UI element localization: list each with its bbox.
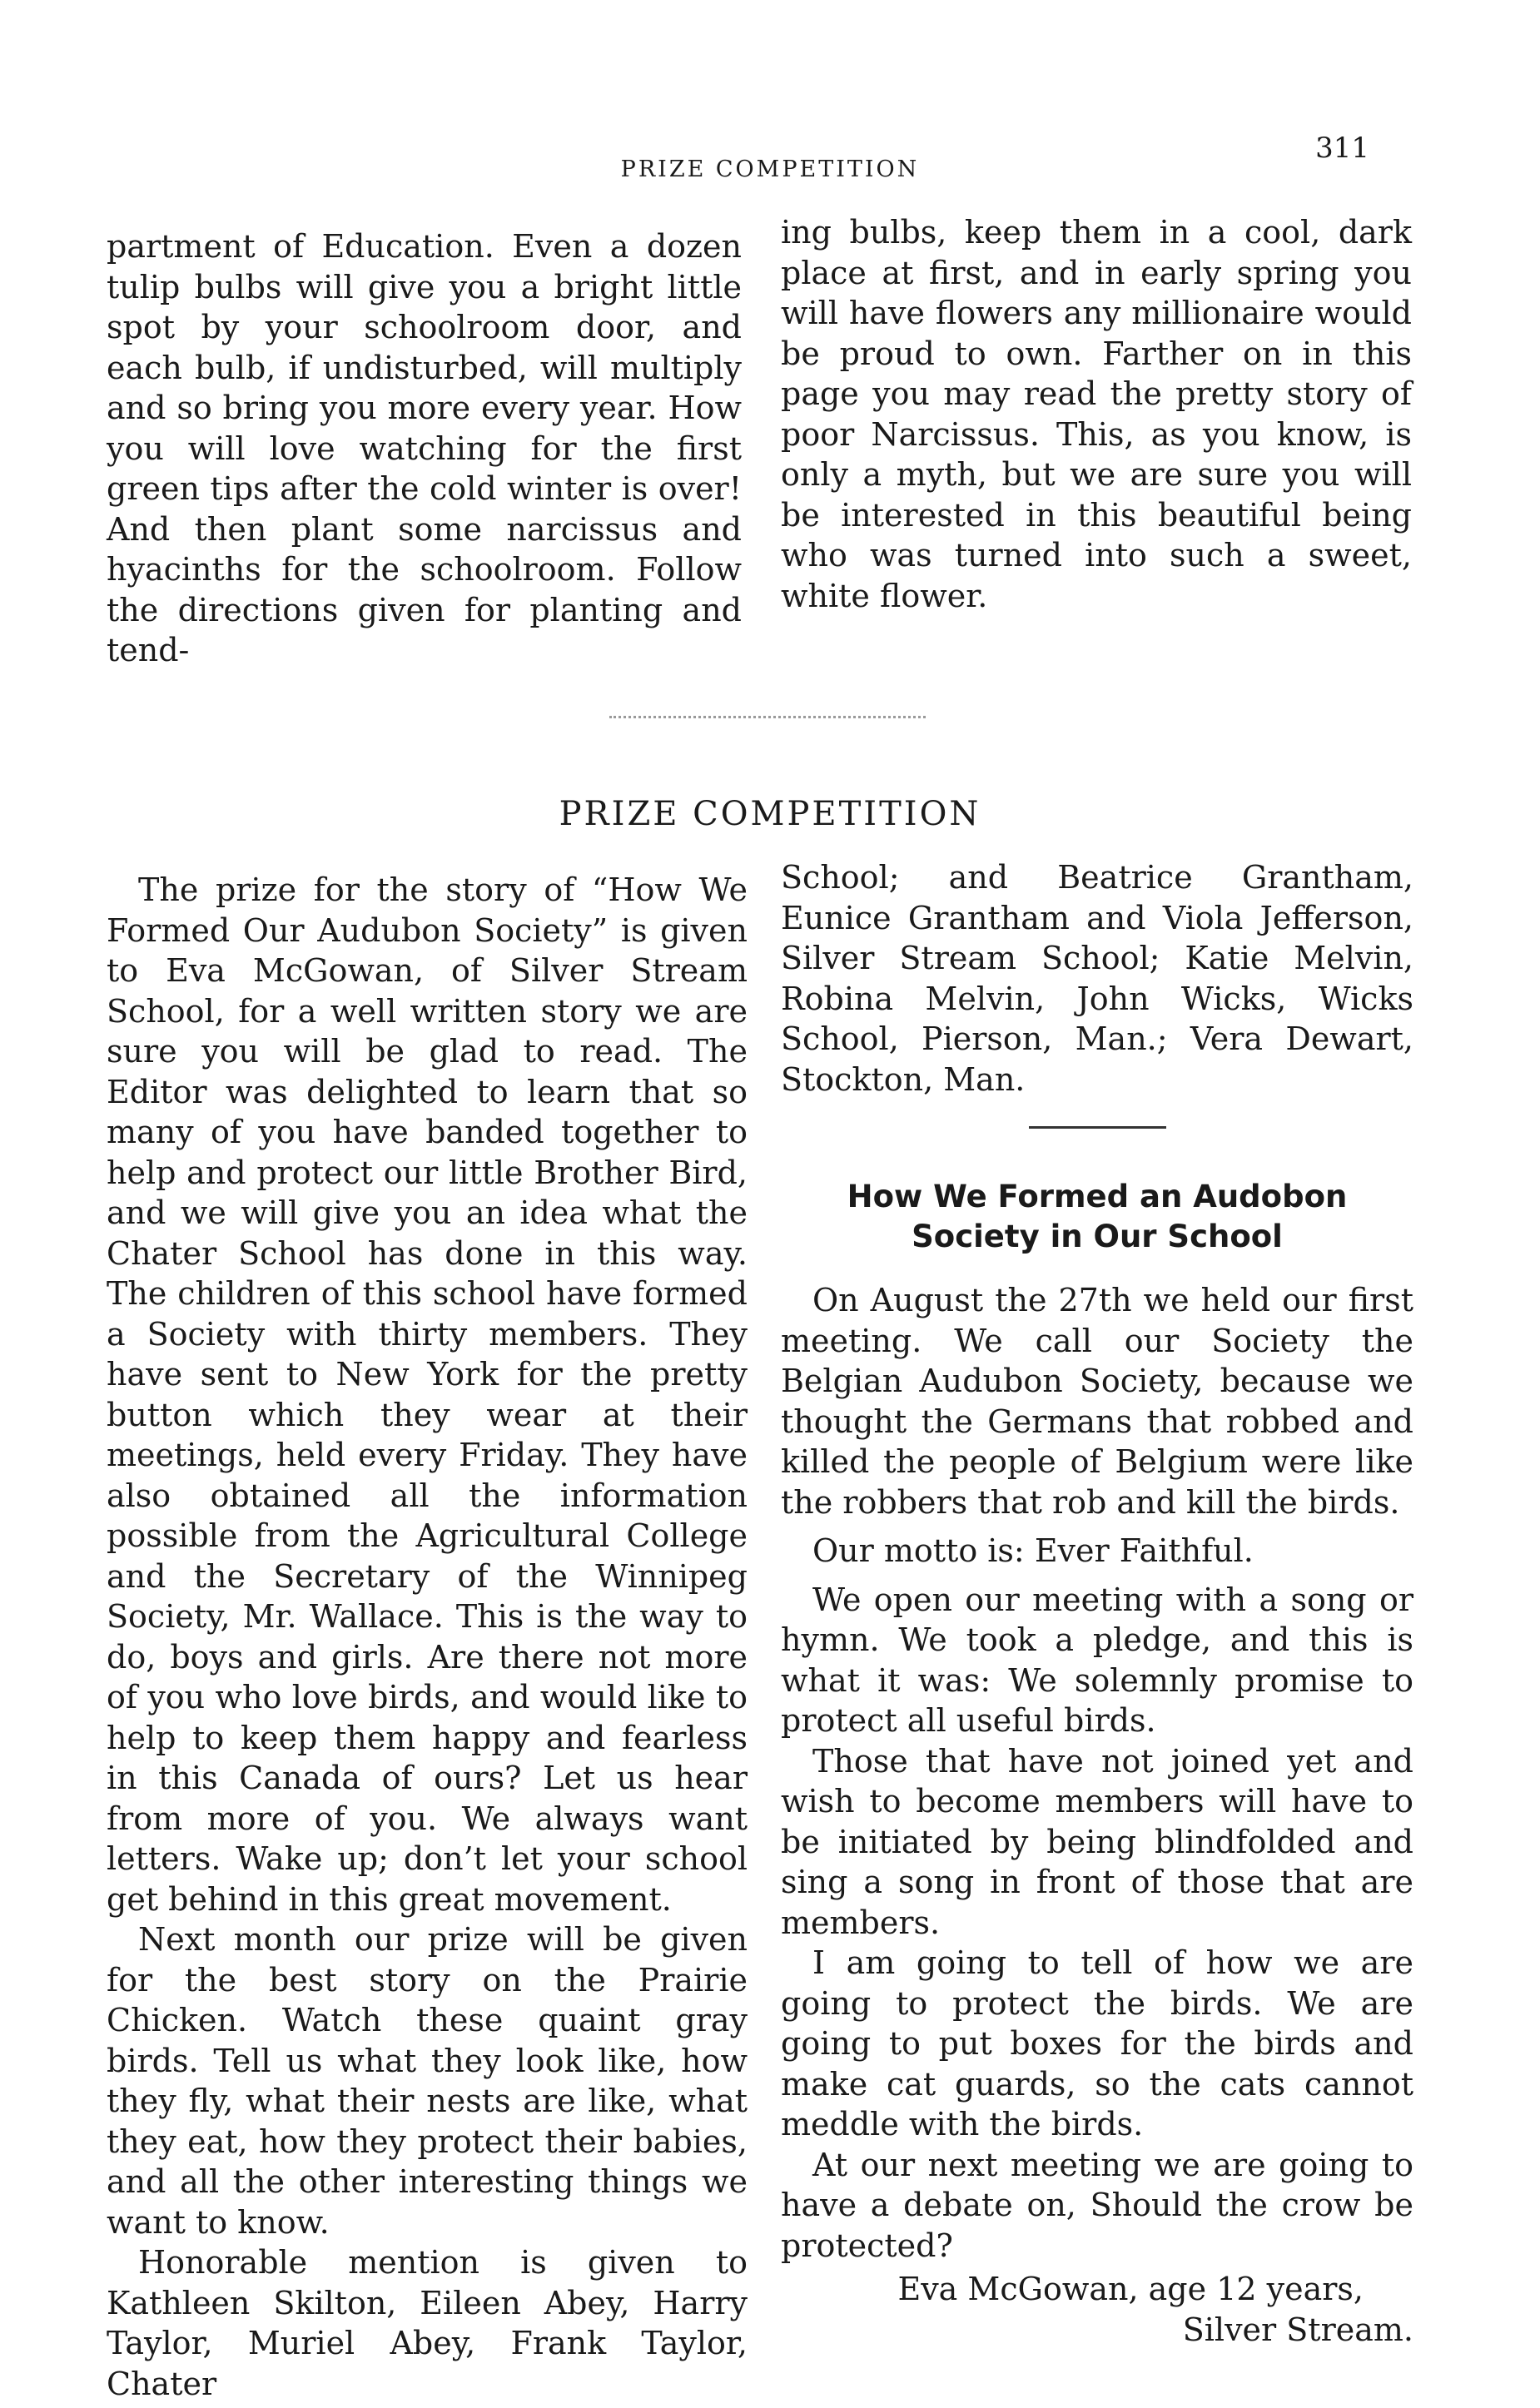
top-right-column bbox=[781, 212, 1412, 616]
top-right-paragraph: ing bulbs, keep them in a cool, dark place at first, and in early spring you will have flowers any millionaire would be proud to own. Farther on in this page you may read the pretty story of poor Narcissus. This, as you know, is only a myth, but we are sure you will be interested in this beautiful being who was turned into such a sweet, white flower. bbox=[781, 214, 1412, 614]
section-title: PRIZE COMPETITION bbox=[559, 795, 981, 833]
essay-paragraph: At our next meeting we are going to have a debate on, Should the crow be protected? bbox=[781, 2146, 1413, 2264]
essay-paragraph: On August the 27th we held our first meeting. We call our Society the Belgian Audubon Society, because we thought the Germans that robbed and killed the people of Belgium were like the robbers that rob and kill the birds. bbox=[781, 1282, 1413, 1521]
essay-title: How We Formed an Audobon Society in Our School bbox=[847, 1179, 1348, 1254]
essay-paragraph: Our motto is: Ever Faithful. bbox=[812, 1532, 1254, 1569]
page-number: 311 bbox=[1315, 132, 1369, 165]
essay-signature bbox=[781, 2269, 1413, 2350]
signature-place: Silver Stream. bbox=[1182, 2311, 1413, 2348]
essay-paragraph: I am going to tell of how we are going to protect the birds. We are going to put boxes for the birds and make cat guards, so the cats cannot meddle with the birds. bbox=[781, 1944, 1413, 2142]
dotted-separator bbox=[609, 716, 926, 718]
running-head: PRIZE COMPETITION bbox=[620, 156, 920, 182]
main-right-column bbox=[781, 857, 1413, 2350]
essay-paragraph: We open our meeting with a song or hymn. We took a pledge, and this is what it was: We solemnly promise to protect all useful birds. bbox=[781, 1581, 1413, 1739]
signature-name: Eva McGowan, age 12 years, bbox=[897, 2271, 1364, 2307]
top-left-column bbox=[107, 226, 742, 671]
honorable-mention-continuation: School; and Beatrice Grantham, Eunice Grantham and Viola Jefferson, Silver Stream School; Katie Melvin, Robina Melvin, John Wicks, Wicks School, Pierson, Man.; Vera Dewart, Stockton, Man. bbox=[781, 859, 1413, 1098]
next-month-paragraph: Next month our prize will be given for the best story on the Prairie Chicken. Watch these quaint gray birds. Tell us what they look like, how they fly, what their nests are like, what they eat, how they protect their babies, and all the other interesting things we want to know. bbox=[107, 1921, 748, 2241]
announcement-paragraph: The prize for the story of “How We Formed Our Audubon Society” is given to Eva McGowan, of Silver Stream School, for a well written story we are sure you will be glad to read. The Editor was delighted to learn that so many of you have banded together to help and protect our little Brother Bird, and we will give you an idea what the Chater School has done in this way. The children of this school have formed a Society with thirty members. They have sent to New York for the pretty button which they wear at their meetings, held every Friday. They have also obtained all the information possible from the Agricultural College and the Secretary of the Winnipeg Society, Mr. Wallace. This is the way to do, boys and girls. Are there not more of you who love birds, and would like to help to keep them happy and fearless in this Canada of ours? Let us hear from more of you. We always want letters. Wake up; don’t let your school get behind in this great movement. bbox=[107, 871, 748, 1918]
short-rule bbox=[1029, 1126, 1166, 1129]
main-left-column bbox=[107, 870, 748, 2404]
honorable-mention-paragraph: Honorable mention is given to Kathleen Skilton, Eileen Abey, Harry Taylor, Muriel Abey, Frank Taylor, Chater bbox=[107, 2244, 748, 2402]
top-left-paragraph: partment of Education. Even a dozen tulip bulbs will give you a bright little spot by your schoolroom door, and each bulb, if undisturbed, will multiply and so bring you more every year. How you will love watching for the first green tips after the cold winter is over! And then plant some narcissus and hyacinths for the schoolroom. Follow the directions given for planting and tend- bbox=[107, 228, 742, 668]
essay-paragraph: Those that have not joined yet and wish to become members will have to be initiated by being blindfolded and sing a song in front of those that are members. bbox=[781, 1742, 1413, 1941]
